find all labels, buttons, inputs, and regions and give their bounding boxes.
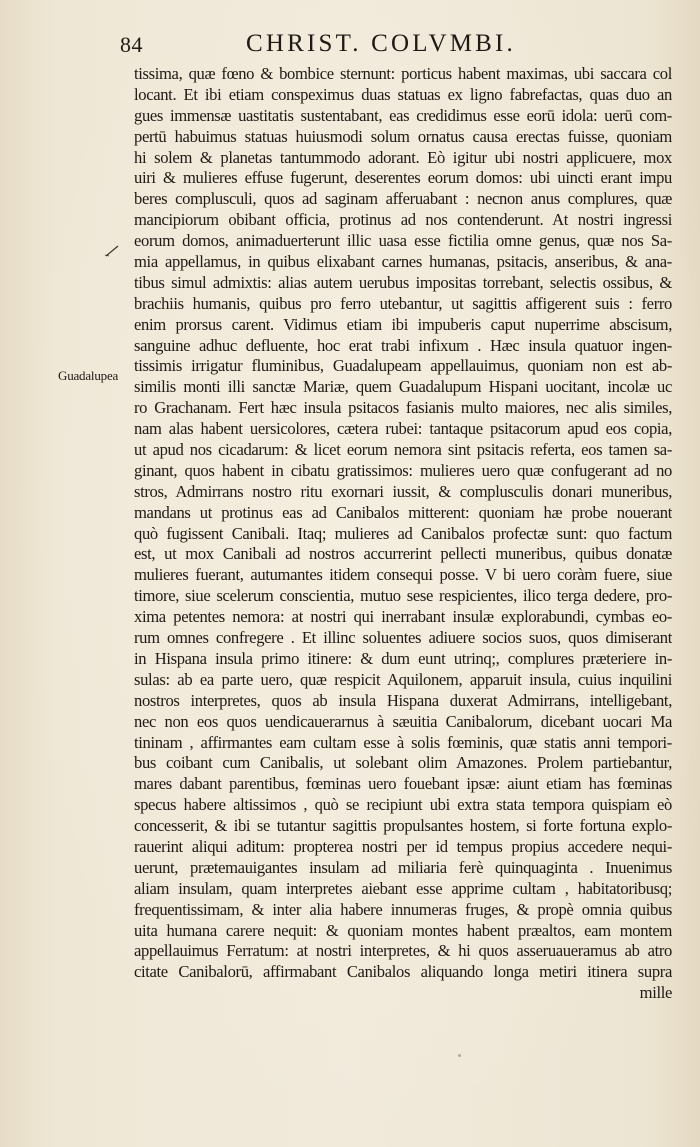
text-line: locant. Et ibi etiam conspeximus duas statuas ex ligno fabrefactas, quas duo an [134, 84, 672, 104]
text-line: sanguine adhuc defluente, hoc erat trabi infixum . Hæc insula quatuor ingen- [134, 335, 672, 355]
text-line: stros, Admirrans nostro ritu exornari iussit, & complusculis donari muneribus, [134, 481, 672, 501]
text-line: bus coibant cum Canibalis, ut solebant olim Amazones. Prolem partiebantur, [134, 753, 672, 773]
text-line: est, ut mox Canibali ad nostros accurrerint pellecti muneribus, quibus donatæ [134, 544, 672, 564]
text-line: uita humana carere nequit: & quoniam montes habent præaltos, eam montem [134, 920, 672, 940]
catchword: mille [639, 983, 672, 1003]
text-line: hi solem & planetas tantummodo adorant. Eò igitur ubi nostri applicuere, mox [134, 147, 672, 167]
text-line: ro Grachanam. Fert hæc insula psitacos fasianis multo maiores, nec alis similes, [134, 398, 672, 418]
paper-speck [458, 1054, 461, 1057]
text-line: uiri & mulieres effuse fugerunt, deserentes eorum domos: ubi uincti erant impu [134, 168, 672, 188]
text-line: in Hispana insula primo itinere: & dum eunt utrinq;, complures præteriere in- [134, 648, 672, 668]
text-line: beres complusculi, quos ad saginam afferuabant : necnon anus complures, quæ [134, 189, 672, 209]
text-line: nostros interpretes, quos ab insula Hispana duxerat Admirrans, intelligebant, [134, 690, 672, 710]
text-line: ginant, quos habent in cibatu gratissimos: mulieres uero quæ confugerant ad no [134, 460, 672, 480]
text-line: sulas: ab ea parte uero, quæ respicit Aquilonem, apparuit insula, cuius inquilini [134, 669, 672, 689]
text-line: appellauimus Ferratum: at nostri interpretes, & hi quos asseruaueramus ab atro [134, 941, 672, 961]
text-line: nec non eos quos uendicauerarnus à sæuitia Canibalorum, dicebant uocari Ma [134, 711, 672, 731]
text-line: pertū habuimus statuas huiusmodi solum ornatus causa erectas fuisse, quoniam [134, 126, 672, 146]
text-line: ut apud nos cicadarum: & licet eorum nemora sint psitacis referta, eos tamen sa- [134, 440, 672, 460]
text-line: specus habere altissimos , quò se recipiunt ubi extra stata tempora quispiam eò [134, 795, 672, 815]
text-line: timore, siue scelerum conscientia, mutuo sese respicientes, ilico terga dedere, pro- [134, 586, 672, 606]
text-line: similis monti illi sanctæ Mariæ, quem Guadalupum Hispani uocitant, incolæ uc [134, 377, 672, 397]
text-line: aliam insulam, quam interpretes aiebant esse apprime cultam , habitatoribusq; [134, 878, 672, 898]
page-header [0, 30, 700, 60]
text-line: tibus simul admixtis: alias autem uerubus impositas torrebant, selectis ossibus, & [134, 272, 672, 292]
text-line: citate Canibalorū, affirmabant Canibalos aliquando longa metiri itinera supra [134, 962, 672, 982]
pen-mark-icon [104, 244, 120, 258]
text-line: mulieres fuerant, autumantes itidem consequi posse. V bi uero coràm fuere, siue [134, 565, 672, 585]
page-number: 84 [120, 32, 143, 57]
text-line: mandans ut protinus eas ad Canibalos mitterent: quoniam hæ probe nouerant [134, 502, 672, 522]
text-line: uerunt, prætemauigantes insulam ad miliaria ferè quinquaginta . Inuenimus [134, 857, 672, 877]
text-line: mares dabant parentibus, fœminas uero fouebant ipsæ: aiunt etiam has fœminas [134, 774, 672, 794]
text-line: rauerint aliqui aditum: propterea nostri per id tempus propius accedere nequi- [134, 836, 672, 856]
text-line: frequentissimam, & inter alia habere innumeras fruges, & propè omnia quibus [134, 899, 672, 919]
text-line: mia appellamus, in quibus elixabant carnes humanas, psitacis, anseribus, & ana- [134, 252, 672, 272]
text-line: xima petentes nemora: at nostri qui inerrabant insulæ explorabundi, cymbas eo- [134, 607, 672, 627]
text-line: tissima, quæ fœno & bombice sternunt: porticus habent maximas, ubi saccara col [134, 64, 672, 83]
text-line: gues immensæ uastitatis sustentabant, eas credidimus esse eorū idola: uerū com- [134, 105, 672, 125]
text-line: rum omnes confregere . Et illinc soluentes adiuere socios suos, quos dimiserant [134, 628, 672, 648]
running-title: CHRIST. COLVMBI. [246, 30, 516, 57]
text-line: brachiis humanis, quibus pro ferro utebantur, ut sagittis affigerent suis : ferro [134, 293, 672, 313]
text-line: mancipiorum obibant officia, protinus ad nos contenderunt. At nostri ingressi [134, 210, 672, 230]
text-line: eorum domos, animaduerterunt illic uasa esse fictilia omne genus, quæ nos Sa- [134, 231, 672, 251]
margin-note: Guadalupea [58, 368, 119, 383]
text-line: concesserit, & ibi se tutantur sagittis propulsantes hostem, si forte fortuna explo- [134, 816, 672, 836]
text-line: enim prorsus carent. Vidimus etiam ibi impuberis caput nuperrime abscisum, [134, 314, 672, 334]
text-line: nam alas habent uersicolores, cætera rubei: tantaque psitacorum apud eos copia, [134, 419, 672, 439]
text-line: quò fugissent Canibali. Itaq; mulieres ad Canibalos profectæ sunt: quo factum [134, 523, 672, 543]
text-line: tininam , affirmantes eam cultam esse à solis fœminis, quæ statis anni tempori- [134, 732, 672, 752]
body-text [134, 64, 672, 1004]
text-line: tissimis irrigatur fluminibus, Guadalupeam appellauimus, quoniam non est ab- [134, 356, 672, 376]
